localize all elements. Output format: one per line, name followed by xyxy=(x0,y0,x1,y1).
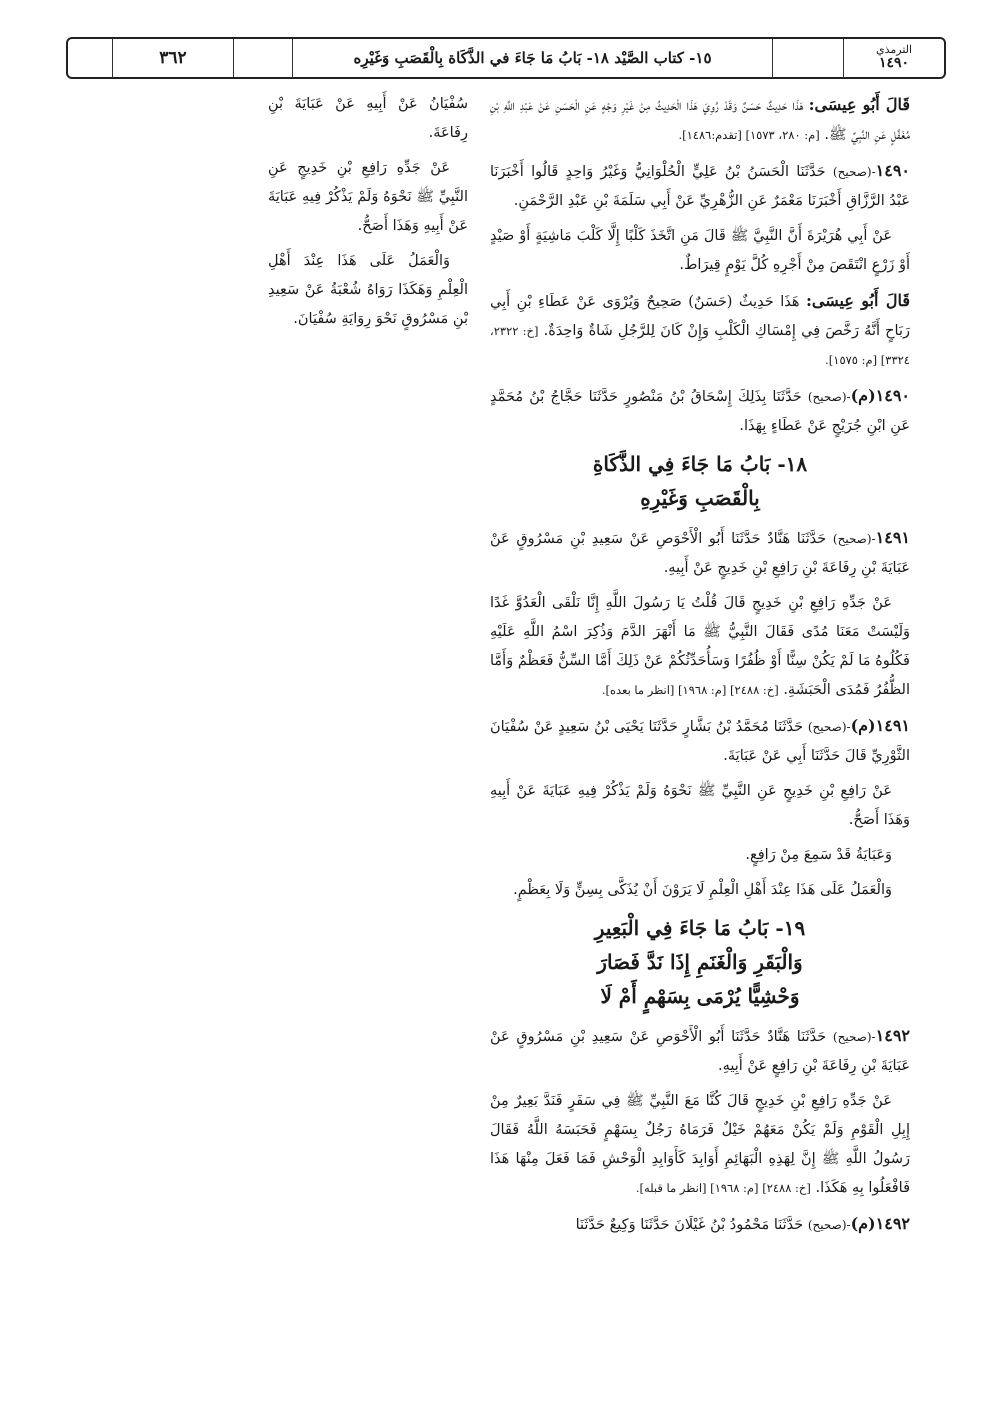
matn-text: عَنْ جَدِّهِ رَافِعِ بْنِ خَدِيجٍ قَالَ قُلْتُ يَا رَسُولَ اللَّهِ إِنَّا نَلْقَى الْعَدُوَّ غَدًا وَلَيْسَتْ مَعَنَا مُدًى فَقَالَ النَّبِيُّ ﷺ مَا أَنْهَرَ الدَّمَ وَذُكِرَ اسْمُ اللَّهِ عَلَيْهِ فَكُلُوهُ مَا لَمْ يَكُنْ سِنًّا أَوْ ظُفُرًا وَسَأُحَدِّثُكُمْ عَنْ ذَلِكَ أَمَّا السِّنُّ فَعَظْمٌ وَأَمَّا الظُّفُرُ فَمُدَى الْحَبَشَةِ. xyxy=(490,595,910,698)
grade-label: -(صحيح) xyxy=(807,1218,851,1232)
note-text: وَالْعَمَلُ عَلَى هَذَا عِنْدَ أَهْلِ الْعِلْمِ وَهَكَذَا رَوَاهُ شُعْبَةُ عَنْ سَعِيدِ بْنِ مَسْرُوقٍ نَحْوَ رِوَايَةِ سُفْيَانَ. xyxy=(268,253,468,327)
heading-line: ١٨- بَابُ مَا جَاءَ فِي الذَّكَاةِ xyxy=(592,452,808,476)
heading-line: وَالْبَقَرِ وَالْغَنَمِ إِذَا نَدَّ فَصَارَ xyxy=(597,950,803,974)
hadith-text: حَدَّثَنَا بِذَلِكَ إِسْحَاقُ بْنُ مَنْصُورٍ حَدَّثَنَا حَجَّاجُ بْنُ مُحَمَّدٍ عَنِ ابْنِ جُرَيْجٍ عَنْ عَطَاءٍ بِهَذَا. xyxy=(490,389,910,434)
grade-label: -(صحيح) xyxy=(807,720,851,734)
abu-isa-comment xyxy=(490,286,910,375)
header-empty-cell xyxy=(772,39,843,77)
hadith-number: ١٤٩٠(م) xyxy=(850,386,911,405)
grade-label: -(صحيح) xyxy=(832,1030,876,1044)
hadith-number: ١٤٩٢ xyxy=(875,1026,910,1045)
reference: [خ: ٢٤٨٨] [م: ١٩٦٨] [انظر ما قبله]. xyxy=(635,1181,811,1195)
heading-line: وَحْشِيًّا يُرْمَى بِسَهْمٍ أَمْ لَا xyxy=(600,984,800,1008)
grade-label: -(صحيح) xyxy=(832,532,876,546)
left-column xyxy=(268,90,468,340)
matn-text: عَنْ رَافِعِ بْنِ خَدِيجٍ عَنِ النَّبِيِّ ﷺ نَحْوَهُ وَلَمْ يَذْكُرْ فِيهِ عَبَايَةَ عَنْ أَبِيهِ وَهَذَا أَصَحُّ. xyxy=(490,783,910,828)
abu-isa-label: قَالَ أَبُو عِيسَى: xyxy=(805,291,910,310)
running-header xyxy=(66,37,946,79)
reference: [خ: ٢٣٢٢، ٣٣٢٤] [م: ١٥٧٥]. xyxy=(490,324,910,367)
matn-text: عَنْ أَبِي هُرَيْرَةَ أَنَّ النَّبِيَّ ﷺ قَالَ مَنِ اتَّخَذَ كَلْبًا إِلَّا كَلْبَ مَاشِيَةٍ أَوْ صَيْدٍ أَوْ زَرْعٍ انْتَقَصَ مِنْ أَجْرِهِ كُلَّ يَوْمٍ قِيرَاطٌ. xyxy=(490,228,910,273)
reference: [خ: ٢٤٨٨] [م: ١٩٦٨] [انظر ما بعده]. xyxy=(601,683,779,697)
hadith-number: ١٤٩٢(م) xyxy=(850,1214,910,1233)
right-column xyxy=(490,90,910,1246)
abu-isa-comment xyxy=(490,90,910,150)
hadith-1492m xyxy=(490,1209,910,1240)
isnad-text: حَدَّثَنَا هَنَّادٌ حَدَّثَنَا أَبُو الْأَحْوَصِ عَنْ سَعِيدِ بْنِ مَسْرُوقٍ عَنْ عَبَايَةَ بْنِ رِفَاعَةَ بْنِ رَافِعِ بْنِ خَدِيجٍ عَنْ أَبِيهِ. xyxy=(490,531,910,576)
heading-line: بِالْقَصَبِ وَغَيْرِهِ xyxy=(640,486,760,510)
header-empty-cell xyxy=(68,39,112,77)
isnad-text: حَدَّثَنَا الْحَسَنُ بْنُ عَلِيٍّ الْحُلْوَانِيُّ وَغَيْرُ وَاحِدٍ قَالُوا أَخْبَرَنَا عَبْدُ الرَّزَّاقِ أَخْبَرَنَا مَعْمَرٌ عَنِ الزُّهْرِيِّ عَنْ أَبِي سَلَمَةَ بْنِ عَبْدِ الرَّحْمَنِ. xyxy=(490,164,910,209)
chapter-heading-18 xyxy=(490,447,910,515)
continuation-text: سُفْيَانُ عَنْ أَبِيهِ عَنْ عَبَايَةَ بْنِ رِفَاعَةَ. xyxy=(268,96,468,141)
page-number: ٣٦٢ xyxy=(112,39,233,77)
chapter-title: ١٥- كتاب الصَّيْد ١٨- بَابُ مَا جَاءَ في الذَّكَاة بِالْقَصَبِ وَغَيْرِه xyxy=(292,39,772,77)
hadith-1492 xyxy=(490,1021,910,1081)
matn-paragraph xyxy=(490,1087,910,1203)
isnad-text: حَدَّثَنَا هَنَّادٌ حَدَّثَنَا أَبُو الْأَحْوَصِ عَنْ سَعِيدِ بْنِ مَسْرُوقٍ عَنْ عَبَايَةَ بْنِ رِفَاعَةَ بْنِ رَافِعٍ عَنْ أَبِيهِ. xyxy=(490,1029,910,1074)
note-text: وَالْعَمَلُ عَلَى هَذَا عِنْدَ أَهْلِ الْعِلْمِ لَا يَرَوْنَ أَنْ يُذَكَّى بِسِنٍّ وَلَا بِعَظْمٍ. xyxy=(513,882,892,898)
hadith-text: حَدَّثَنَا مَحْمُودُ بْنُ غَيْلَانَ حَدَّثَنَا وَكِيعٌ حَدَّثَنَا xyxy=(575,1217,804,1233)
matn-text: عَنْ جَدِّهِ رَافِعِ بْنِ خَدِيجٍ قَالَ كُنَّا مَعَ النَّبِيِّ ﷺ فِي سَفَرٍ فَنَدَّ بَعِيرٌ مِنْ إِبِلِ الْقَوْمِ وَلَمْ يَكُنْ مَعَهُمْ خَيْلٌ فَرَمَاهُ رَجُلٌ بِسَهْمٍ فَحَبَسَهُ اللَّهُ فَقَالَ رَسُولُ اللَّهِ ﷺ إِنَّ لِهَذِهِ الْبَهَائِمِ أَوَابِدَ كَأَوَابِدِ الْوَحْشِ فَمَا فَعَلَ مِنْهَا هَذَا فَافْعَلُوا بِهِ هَكَذَا. xyxy=(490,1093,910,1196)
hadith-1491m xyxy=(490,711,910,771)
source-label: الترمذي xyxy=(875,43,913,57)
source-number: ١٤٩٠ xyxy=(878,55,910,72)
abu-isa-label: قَالَ أَبُو عِيسَى: xyxy=(808,95,910,114)
hadith-1491 xyxy=(490,523,910,583)
comment-text: هَذَا حَدِيثٌ (حَسَنٌ) صَحِيحٌ وَيُرْوَى عَنْ عَطَاءِ بْنِ أَبِي رَبَاحٍ أَنَّهُ رَخَّصَ فِي إِمْسَاكِ الْكَلْبِ وَإِنْ كَانَ لِلرَّجُلِ شَاةٌ وَاحِدَةٌ. xyxy=(490,294,911,339)
hadith-number: ١٤٩٠ xyxy=(875,161,911,180)
matn-text: عَنْ جَدِّهِ رَافِعِ بْنِ خَدِيجٍ عَنِ النَّبِيِّ ﷺ نَحْوَهُ وَلَمْ يَذْكُرْ فِيهِ عَبَايَةَ عَنْ أَبِيهِ وَهَذَا أَصَحُّ. xyxy=(268,160,468,234)
grade-label: -(صحيح) xyxy=(807,390,851,404)
chapter-heading-19 xyxy=(490,911,910,1013)
hadith-1490 xyxy=(490,156,910,216)
note-text: وَعَبَايَةُ قَدْ سَمِعَ مِنْ رَافِعٍ. xyxy=(745,847,892,863)
isnad-text: حَدَّثَنَا مُحَمَّدُ بْنُ بَشَّارٍ حَدَّثَنَا يَحْيَى بْنُ سَعِيدٍ عَنْ سُفْيَانَ الثَّوْرِيِّ قَالَ حَدَّثَنَا أَبِي عَنْ عَبَايَةَ. xyxy=(490,719,910,764)
comment-text: هَذَا حَدِيثٌ حَسَنٌ وَقَدْ رُوِيَ هَذَا الْحَدِيثُ مِنْ غَيْرِ وَجْهٍ عَنِ الْحَسَنِ عَنْ عَبْدِ اللَّهِ بْنِ مُغَفَّلٍ عَنِ النَّبِيِّ ﷺ. xyxy=(490,98,910,143)
hadith-number: ١٤٩١(م) xyxy=(850,716,910,735)
hadith-number: ١٤٩١ xyxy=(875,528,910,547)
grade-label: -(صحيح) xyxy=(832,165,876,179)
hadith-1490m xyxy=(490,381,910,441)
heading-line: ١٩- بَابُ مَا جَاءَ فِي الْبَعِيرِ xyxy=(594,916,806,940)
matn-paragraph xyxy=(490,589,910,705)
source-cell xyxy=(843,39,944,77)
reference: [م: ٢٨٠، ١٥٧٣] [تقدم:١٤٨٦]. xyxy=(678,128,820,142)
header-empty-cell xyxy=(233,39,292,77)
